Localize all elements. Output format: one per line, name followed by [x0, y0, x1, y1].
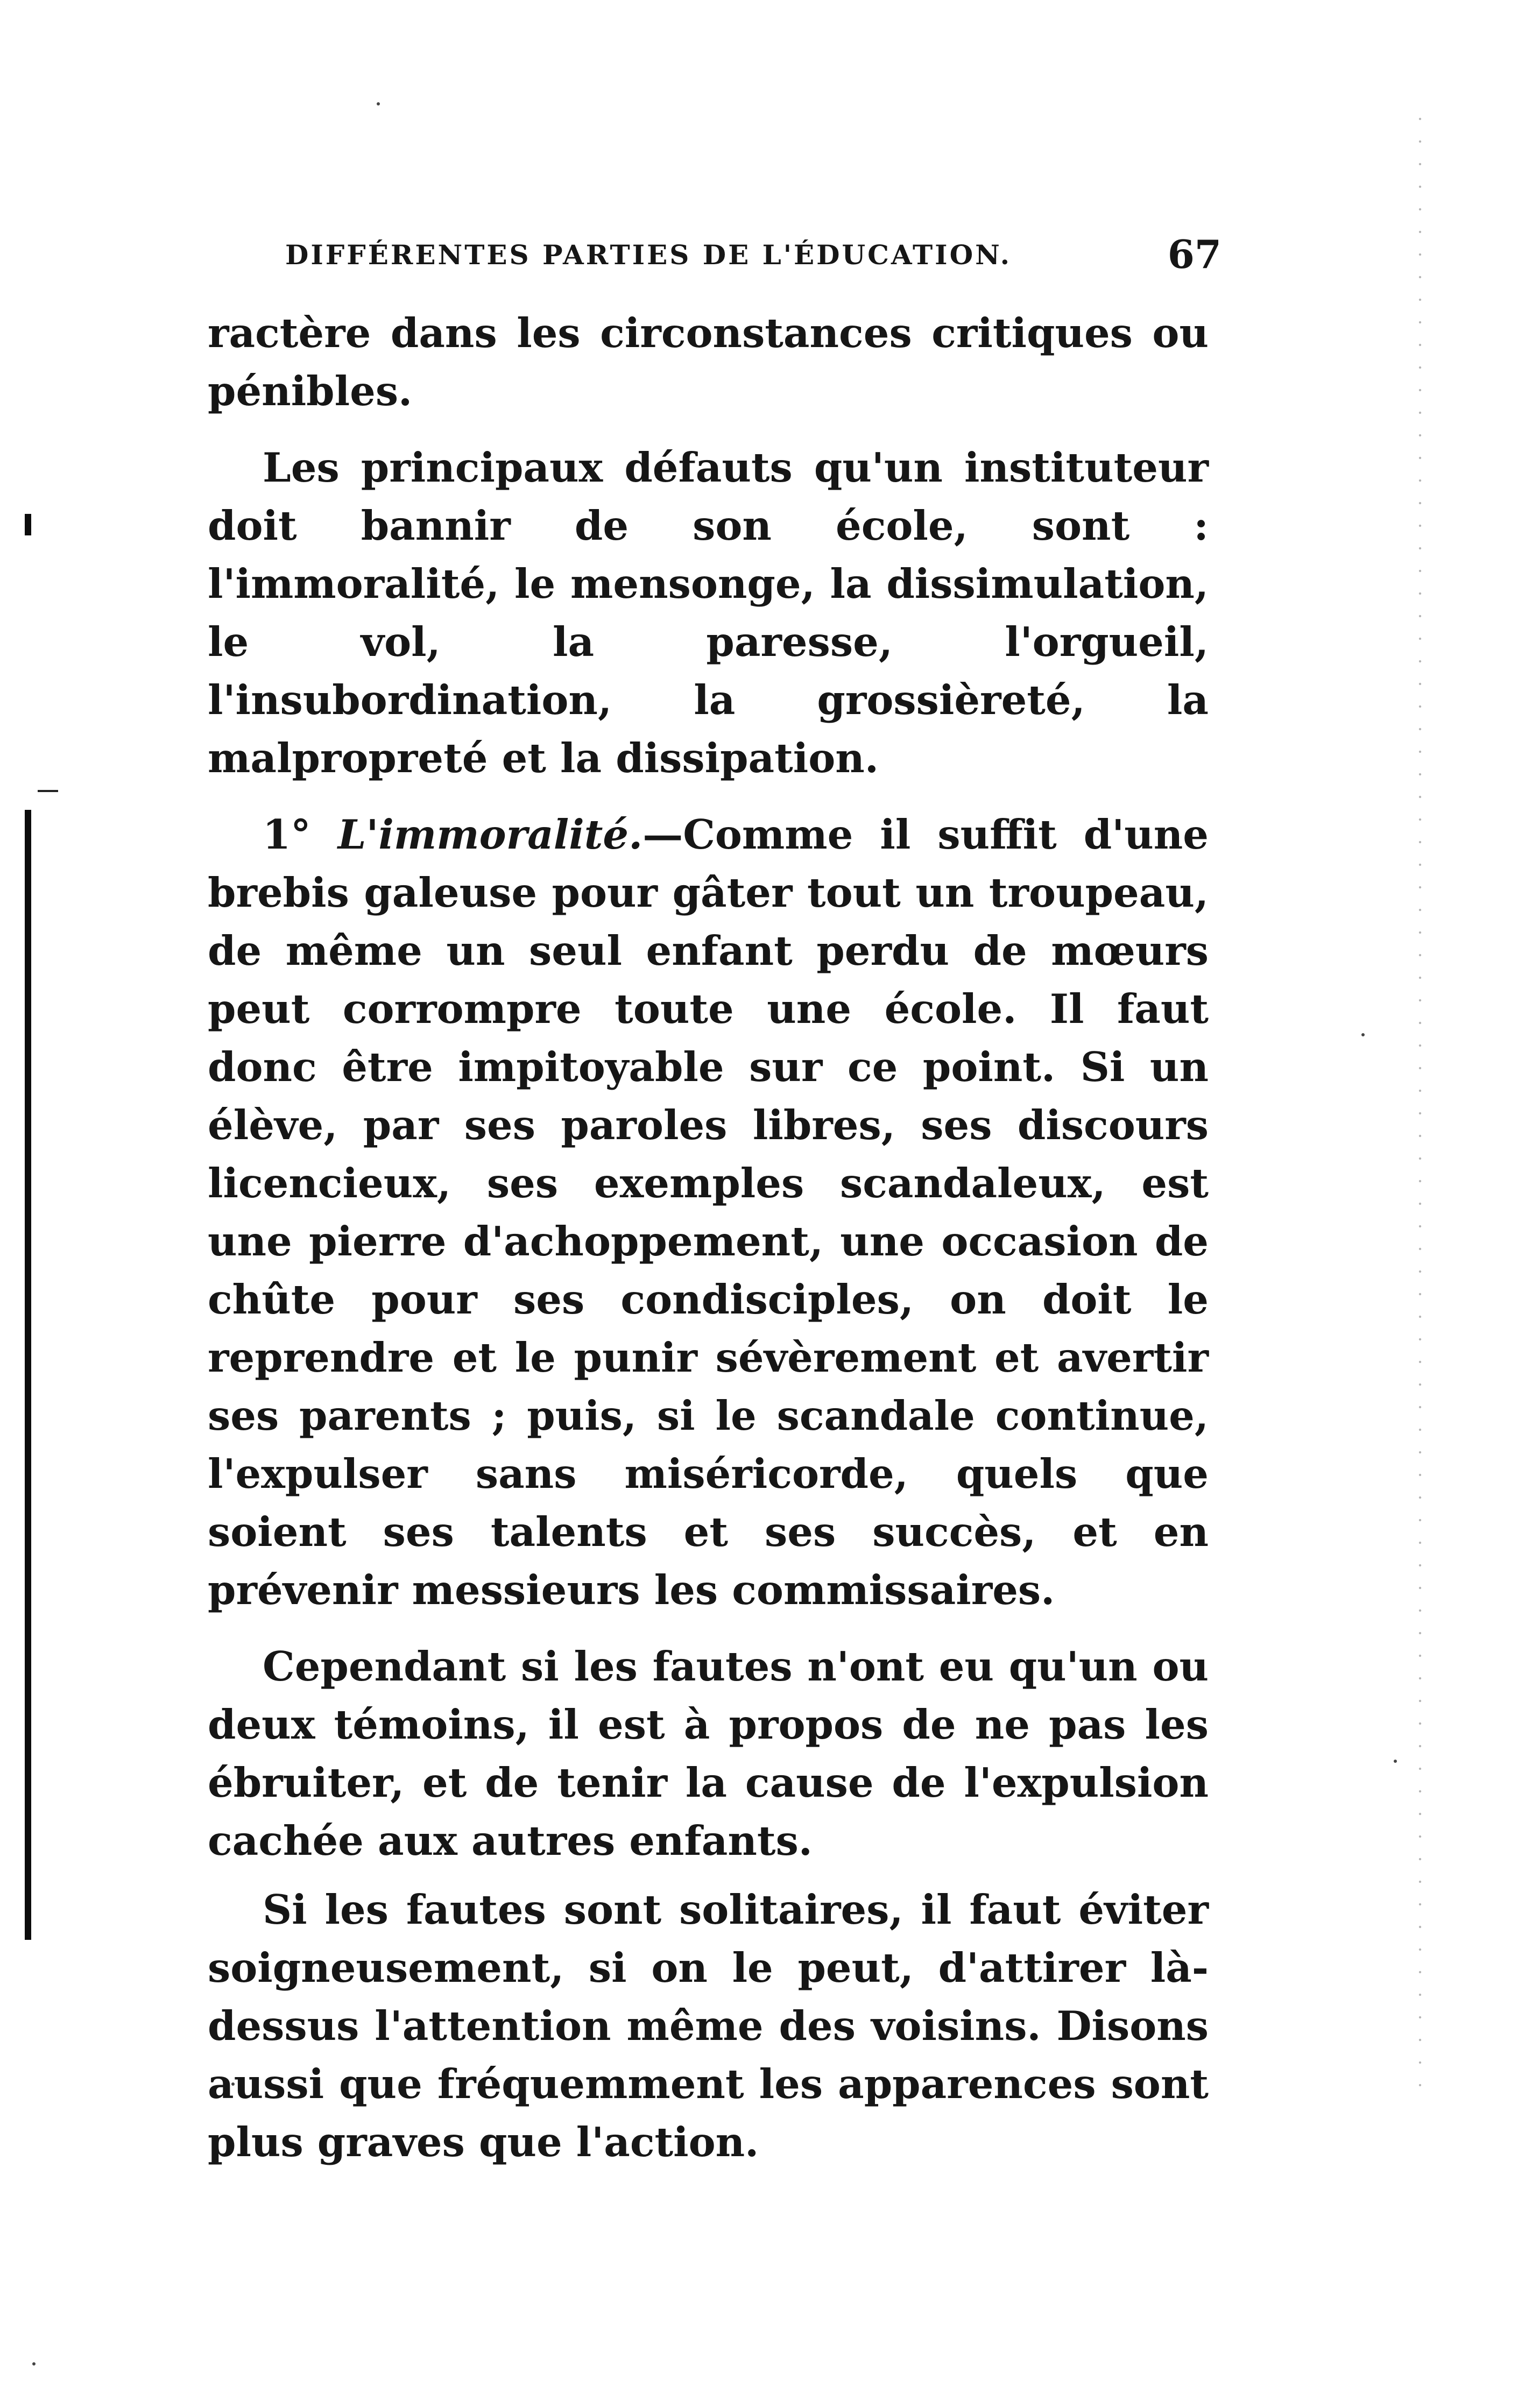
paragraph: Cependant si les fautes n'ont eu qu'un ou deux témoins, il est à propos de ne pas les ébruiter, et de tenir la cause de l'expulsion cachée aux autres enfants.	[208, 1643, 1209, 1865]
page-number: 67	[1167, 231, 1222, 277]
section-number: 1°	[263, 811, 311, 858]
section-heading: L'immoralité.	[337, 811, 643, 858]
paragraph: Si les fautes sont solitaires, il faut éviter soigneusement, si on le peut, d'attirer là-dessus l'attention même des voisins. Disons aussi que fréquemment les apparences sont plus graves que l'action.	[208, 1886, 1209, 2166]
running-title: DIFFÉRENTES PARTIES DE L'ÉDUCATION.	[285, 239, 1012, 271]
scan-margin-tick	[38, 790, 58, 792]
scan-binding-edge	[25, 810, 31, 1940]
running-head	[285, 231, 1222, 280]
scan-speck	[1361, 1033, 1365, 1036]
section-text: —Comme il suffit d'une brebis galeuse pour gâter tout un troupeau, de même un seul enfant perdu de mœurs peut corrompre toute une école. Il faut donc être impitoyable sur ce point. Si un élève, par ses paroles libres, ses discours licencieux, ses exemples scandaleux, est une pierre d'achoppement, une occasion de chûte pour ses condisciples, on doit le reprendre et le punir sévèrement et avertir ses parents ; puis, si le scandale continue, l'expulser sans miséricorde, quels que soient ses talents et ses succès, et en prévenir messieurs les commissaires.	[208, 811, 1209, 1614]
scan-speck	[1394, 1760, 1397, 1763]
scan-right-edge-noise	[1415, 108, 1425, 2099]
paragraph-continued: ractère dans les circonstances critiques ou pénibles.	[208, 309, 1209, 415]
paragraph: Les principaux défauts qu'un instituteur doit bannir de son école, sont : l'immoralité, le mensonge, la dissimulation, le vol, la paresse, l'orgueil, l'insubordination, la grossièreté, la malpropreté et la dissipation.	[208, 444, 1209, 782]
scan-speck	[377, 102, 380, 105]
scan-speck	[32, 2362, 36, 2365]
scan-margin-mark	[25, 514, 31, 535]
body-text	[208, 304, 1209, 2171]
section-paragraph-immorality	[208, 806, 1209, 1619]
